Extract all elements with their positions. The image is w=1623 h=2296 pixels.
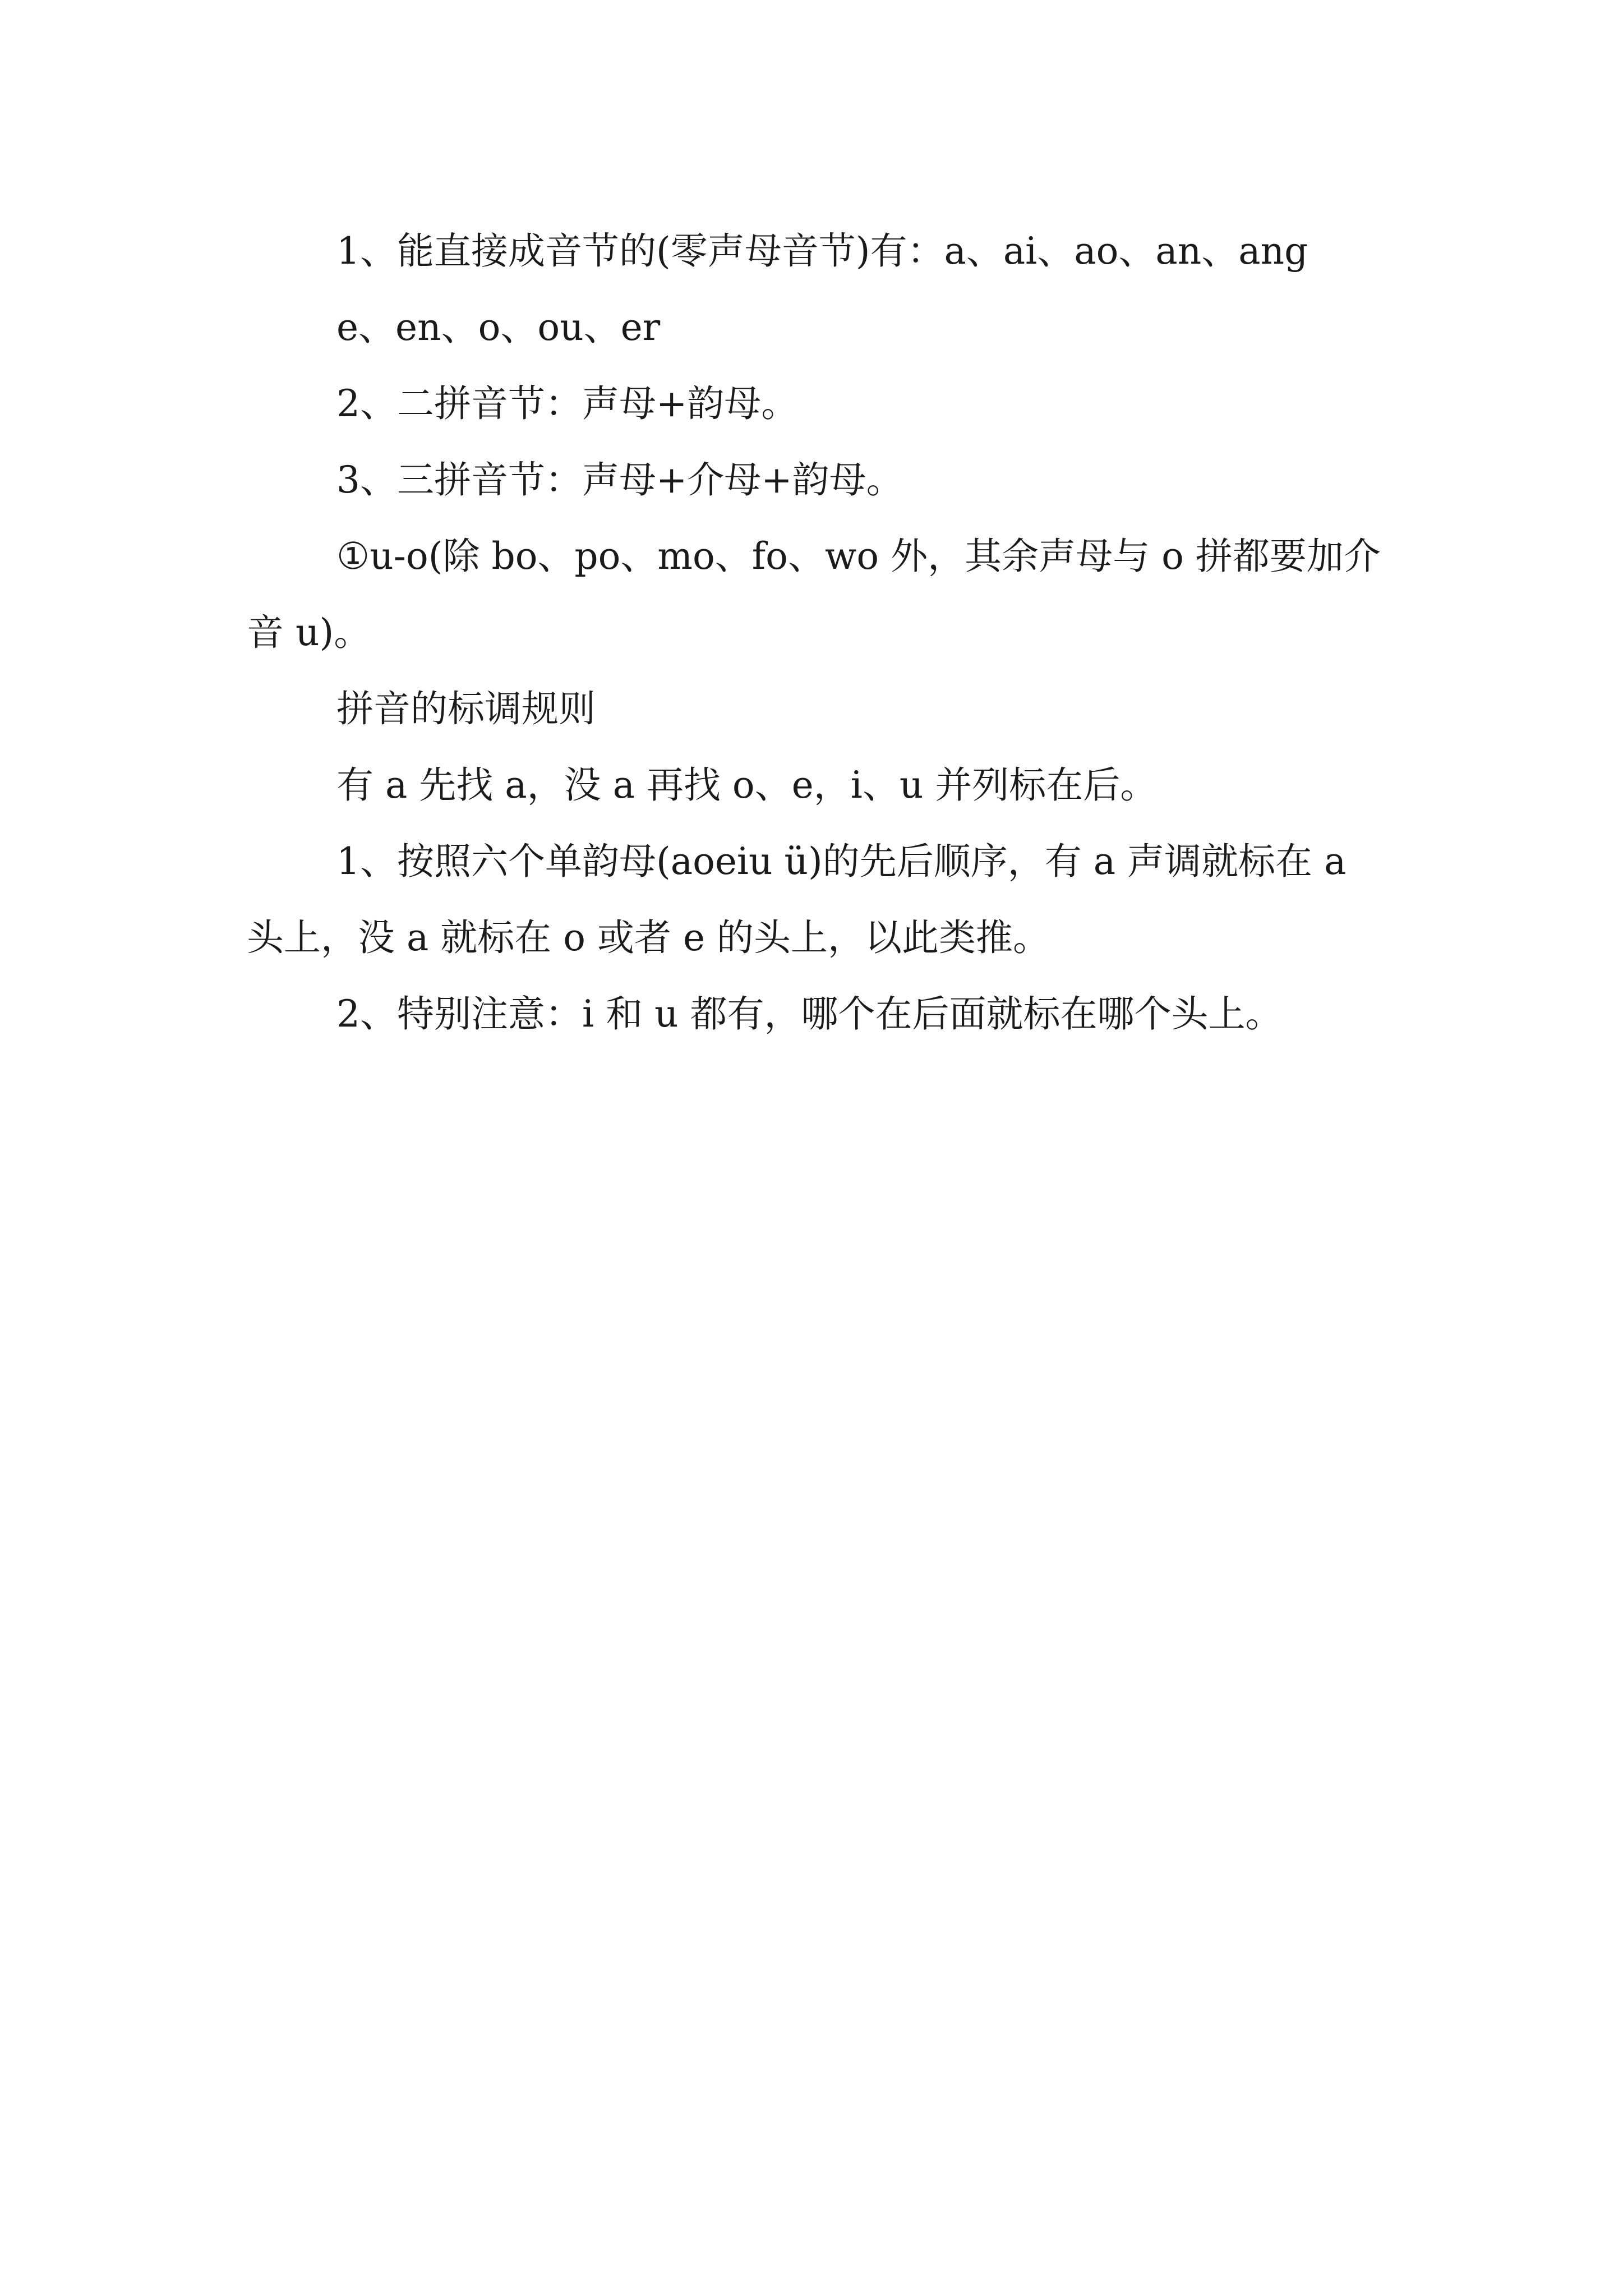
document-body: [247, 213, 1385, 1052]
paragraph-zero-initial-cont: e、en、o、ou、er: [336, 306, 661, 349]
paragraph-u-o-note: ①u-o(除 bo、po、mo、fo、wo 外，其余声母与 o 拼都要加介音 u)。: [247, 535, 1381, 654]
paragraph-zero-initial: 1、能直接成音节的(零声母音节)有：a、ai、ao、an、ang: [336, 229, 1308, 273]
paragraph-tone-order: 1、按照六个单韵母(aoeiu ü)的先后顺序，有 a 声调就标在 a 头上，没 a 就标在 o 或者 e 的头上，以此类推。: [247, 840, 1347, 959]
paragraph-two-part-syllable: 2、二拼音节：声母+韵母。: [336, 382, 799, 425]
paragraph-three-part-syllable: 3、三拼音节：声母+介母+韵母。: [336, 458, 903, 501]
section-heading-tone-rules: 拼音的标调规则: [336, 687, 596, 730]
paragraph-i-u-note: 2、特别注意：i 和 u 都有，哪个在后面就标在哪个头上。: [336, 992, 1283, 1036]
paragraph-tone-mnemonic: 有 a 先找 a，没 a 再找 o、e，i、u 并列标在后。: [336, 763, 1158, 807]
